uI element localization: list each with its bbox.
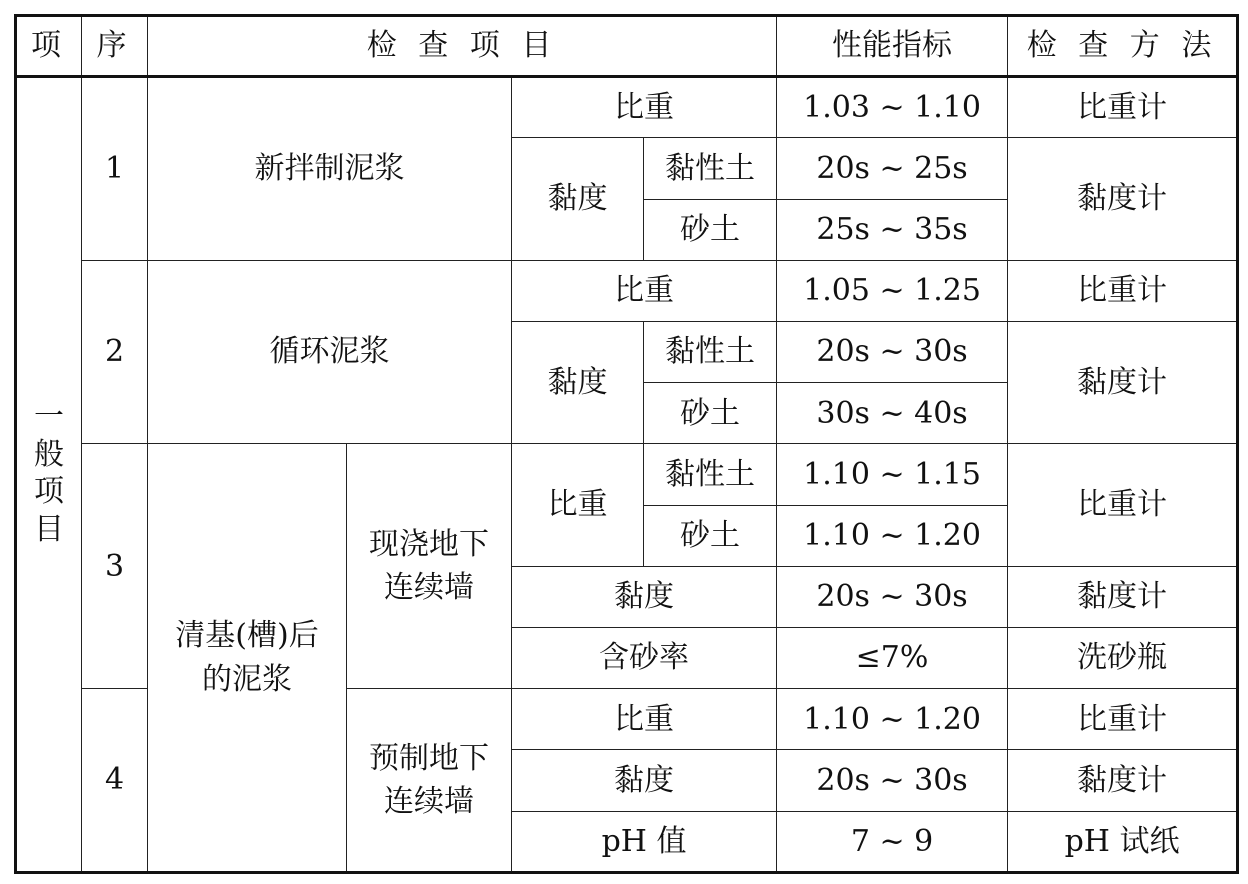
method-cell: 比重计 [1008, 77, 1238, 138]
method-cell: 洗砂瓶 [1008, 628, 1238, 689]
header-index: 性能指标 [777, 16, 1008, 77]
index-cell: 1.10 ~ 1.20 [777, 689, 1008, 750]
method-cell: 黏度计 [1008, 322, 1238, 444]
soil-type-cell: 砂土 [644, 199, 777, 260]
index-cell: 1.10 ~ 1.20 [777, 505, 1008, 566]
method-cell: pH 试纸 [1008, 811, 1238, 872]
header-check-item: 检 查 项 目 [148, 16, 777, 77]
property-cell: 比重 [512, 689, 777, 750]
category-label: 一般项目 [34, 399, 64, 547]
method-cell: 比重计 [1008, 260, 1238, 321]
header-seq: 序 [82, 16, 148, 77]
method-cell: 黏度计 [1008, 750, 1238, 811]
soil-type-cell: 砂土 [644, 383, 777, 444]
seq-cell: 3 [82, 444, 148, 689]
method-cell: 黏度计 [1008, 566, 1238, 627]
table-row [16, 444, 1238, 505]
index-cell: 1.10 ~ 1.15 [777, 444, 1008, 505]
seq-cell: 1 [82, 77, 148, 261]
property-cell: 黏度 [512, 750, 777, 811]
property-cell: pH 值 [512, 811, 777, 872]
category-cell [16, 77, 82, 873]
method-cell: 比重计 [1008, 444, 1238, 566]
wall-type-cell: 预制地下 连续墙 [347, 689, 512, 873]
group-name-cell: 循环泥浆 [148, 260, 512, 444]
property-cell: 比重 [512, 444, 644, 566]
seq-cell: 2 [82, 260, 148, 444]
index-cell: 1.05 ~ 1.25 [777, 260, 1008, 321]
table-row [16, 77, 1238, 138]
index-cell: 7 ~ 9 [777, 811, 1008, 872]
group-name-cell: 清基(槽)后 的泥浆 [148, 444, 347, 873]
property-cell: 比重 [512, 260, 777, 321]
index-cell: 20s ~ 30s [777, 322, 1008, 383]
header-row [16, 16, 1238, 77]
property-cell: 黏度 [512, 566, 777, 627]
wall-type-cell: 现浇地下 连续墙 [347, 444, 512, 689]
mud-inspection-table [14, 14, 1239, 874]
index-cell: 1.03 ~ 1.10 [777, 77, 1008, 138]
header-item: 项 [16, 16, 82, 77]
index-cell: 25s ~ 35s [777, 199, 1008, 260]
method-cell: 比重计 [1008, 689, 1238, 750]
property-cell: 含砂率 [512, 628, 777, 689]
property-cell: 黏度 [512, 322, 644, 444]
header-method: 检 查 方 法 [1008, 16, 1238, 77]
soil-type-cell: 黏性土 [644, 322, 777, 383]
table-row [16, 260, 1238, 321]
soil-type-cell: 砂土 [644, 505, 777, 566]
property-cell: 黏度 [512, 138, 644, 260]
soil-type-cell: 黏性土 [644, 138, 777, 199]
index-cell: 20s ~ 30s [777, 750, 1008, 811]
method-cell: 黏度计 [1008, 138, 1238, 260]
index-cell: 20s ~ 25s [777, 138, 1008, 199]
soil-type-cell: 黏性土 [644, 444, 777, 505]
property-cell: 比重 [512, 77, 777, 138]
index-cell: 30s ~ 40s [777, 383, 1008, 444]
index-cell: 20s ~ 30s [777, 566, 1008, 627]
index-cell: ≤7% [777, 628, 1008, 689]
seq-cell: 4 [82, 689, 148, 873]
group-name-cell: 新拌制泥浆 [148, 77, 512, 261]
